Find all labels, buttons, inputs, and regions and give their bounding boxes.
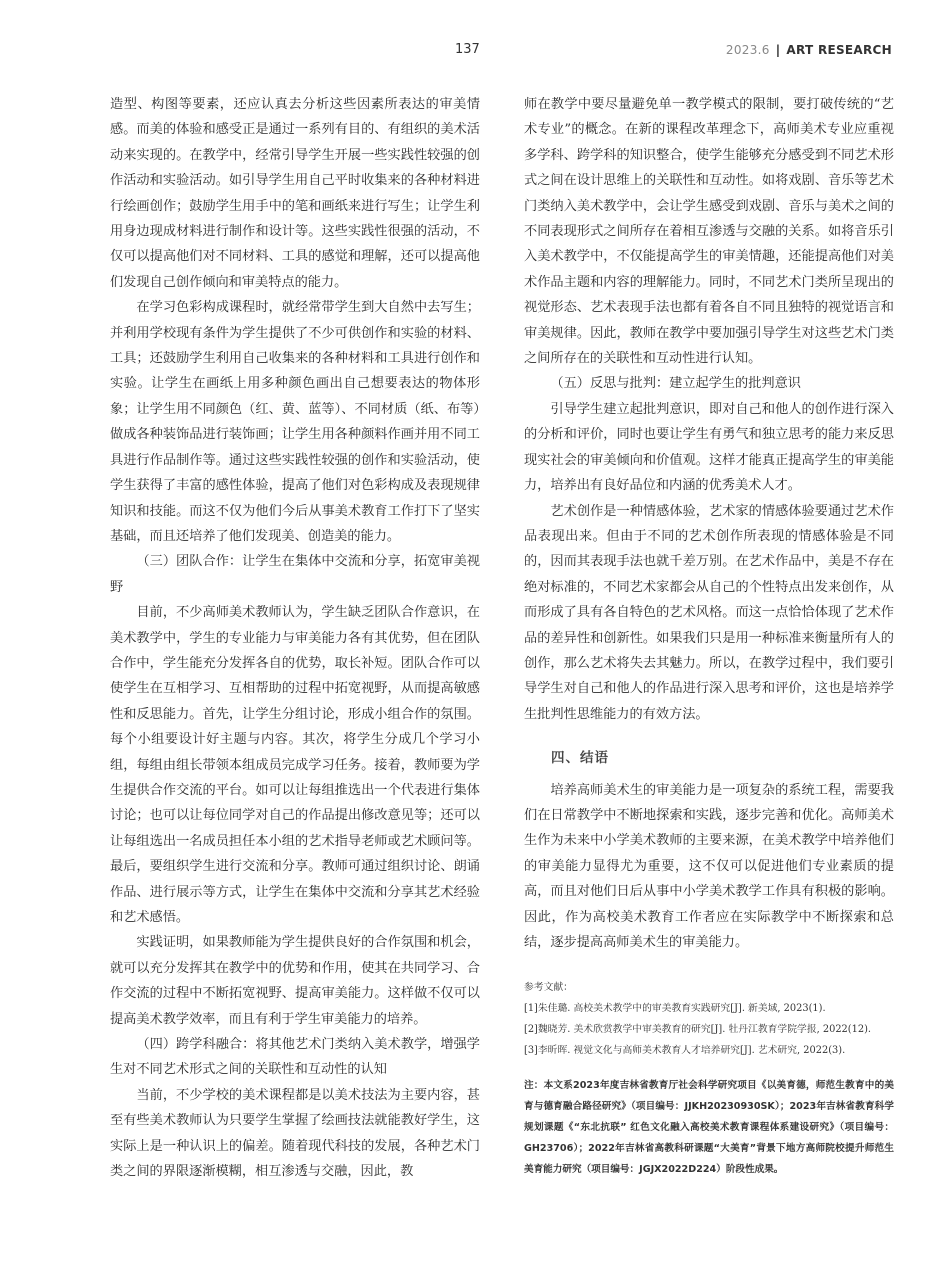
journal-separator: | xyxy=(775,43,781,57)
paragraph: 艺术创作是一种情感体验，艺术家的情感体验要通过艺术作品表现出来。但由于不同的艺术创作所表现的情感体验是不同的，因而其表现手法也就千差万别。在艺术作品中，美是不存在绝对标准的，不同艺术家都会从自己的个性特点出发来创作，从而形成了具有各自特色的艺术风格。而这一点恰恰体现了艺术作品的差异性和创新性。如果我们只是用一种标准来衡量所有人的创作，那么艺术将失去其魅力。所以，在教学过程中，我们要引导学生对自己和他人的作品进行深入思考和评价，这也是培养学生批判性思维能力的有效方法。 xyxy=(524,503,894,722)
right-column xyxy=(524,92,894,1180)
left-column xyxy=(110,92,480,1184)
paragraph: 当前，不少学校的美术课程都是以美术技法为主要内容，甚至有些美术教师认为只要学生掌握了绘画技法就能教好学生，这实际上是一种认识上的偏差。随着现代科技的发展，各种艺术门类之间的界限逐渐模糊，相互渗透与交融，因此，教 xyxy=(110,1087,480,1180)
paragraph: 目前，不少高师美术教师认为，学生缺乏团队合作意识，在美术教学中，学生的专业能力与审美能力各有其优势，但在团队合作中，学生能充分发挥各自的优势，取长补短。团队合作可以使学生在互相学习、互相帮助的过程中拓宽视野，从而提高敏感性和反思能力。首先，让学生分组讨论，形成小组合作的氛围。每个小组要设计好主题与内容。其次，将学生分成几个学习小组，每组由组长带领本组成员完成学习任务。接着，教师要为学生提供合作交流的平台。如可以让每组推选出一个代表进行集体讨论；也可以让每位同学对自己的作品提出修改意见等；还可以让每组选出一名成员担任本小组的艺术指导老师或艺术顾问等。最后，要组织学生进行交流和分享。教师可通过组织讨论、朗诵作品、进行展示等方式，让学生在集体中交流和分享其艺术经验和艺术感悟。 xyxy=(110,605,480,925)
reference-item: [1]朱佳璐. 高校美术教学中的审美教育实践研究[J]. 新美域, 2023(1). xyxy=(524,1003,826,1015)
section-heading-conclusion: 四、结语 xyxy=(551,750,609,767)
reference-item: [3]李昕晖. 视觉文化与高师美术教育人才培养研究[J]. 艺术研究, 2022(3). xyxy=(524,1045,846,1057)
paragraph: 造型、构图等要素，还应认真去分析这些因素所表达的审美情感。而美的体验和感受正是通过一系列有目的、有组织的美术活动来实现的。在教学中，经常引导学生开展一些实践性较强的创作活动和实验活动。如引导学生用自己平时收集来的各种材料进行绘画创作；鼓励学生用手中的笔和画纸来进行写生；让学生利用身边现成材料进行制作和设计等。这些实践性很强的活动，不仅可以提高他们对不同材料、工具的感觉和理解，还可以提高他们发现自己创作倾向和审美特点的能力。 xyxy=(110,97,480,290)
paragraph: 实践证明，如果教师能为学生提供良好的合作氛围和机会，就可以充分发挥其在教学中的优势和作用，使其在共同学习、合作交流的过程中不断拓宽视野、提高审美能力。这样做不仅可以提高美术教学效率，而且有利于学生审美能力的培养。 xyxy=(110,935,480,1027)
funding-note: 注：本文系2023年度吉林省教育厅社会科学研究项目《以美育德，师范生教育中的美育与德育融合路径研究》（项目编号：JJKH20230930SK）；2023年吉林省教育科学规划课题《“东北抗联” 红色文化融入高校美术教育课程体系建设研究》（项目编号：GH23706）；2022年吉林省高教科研课题“大美育”背景下地方高师院校提升师范生美育能力研究（项目编号：JGJX2022D224）阶段性成果。 xyxy=(524,1080,894,1176)
reference-item: [2]魏晓芳. 美术欣赏教学中审美教育的研究[J]. 牡丹江教育学院学报, 2022(12). xyxy=(524,1024,872,1036)
journal-name: ART RESEARCH xyxy=(786,43,892,57)
paragraph: 引导学生建立起批判意识，即对自己和他人的创作进行深入的分析和评价，同时也要让学生有勇气和独立思考的能力来反思现实社会的审美倾向和价值观。这样才能真正提高学生的审美能力，培养出有良好品位和内涵的优秀美术人才。 xyxy=(524,401,894,494)
references xyxy=(524,977,894,1061)
paragraph: 师在教学中要尽量避免单一教学模式的限制，要打破传统的“艺术专业”的概念。在新的课程改革理念下，高师美术专业应重视多学科、跨学科的知识整合，使学生能够充分感受到不同艺术形式之间在设计思维上的关联性和互动性。如将戏剧、音乐等艺术门类纳入美术教学中，会让学生感受到戏剧、音乐与美术之间的不同表现形式之间所存在着相互渗透与交融的关系。如将音乐引入美术教学中，不仅能提高学生的审美情趣，还能提高他们对美术作品主题和内容的理解能力。同时，不同艺术门类所呈现出的视觉形态、艺术表现手法也都有着各自不同且独特的视觉语言和审美规律。因此，教师在教学中要加强引导学生对这些艺术门类之间所存在的关联性和互动性进行认知。 xyxy=(524,97,894,367)
journal-running-head xyxy=(726,43,892,57)
page-header xyxy=(0,0,950,80)
page-number: 137 xyxy=(455,42,480,57)
subsection-heading-5: （五）反思与批判：建立起学生的批判意识 xyxy=(550,376,801,392)
subsection-heading-3: （三）团队合作：让学生在集体中交流和分享，拓宽审美视野 xyxy=(110,554,480,595)
subsection-heading-4: （四）跨学科融合：将其他艺术门类纳入美术教学，增强学生对不同艺术形式之间的关联性和互动性的认知 xyxy=(110,1037,480,1078)
references-title: 参考文献： xyxy=(524,982,573,994)
paragraph: 在学习色彩构成课程时，就经常带学生到大自然中去写生；并利用学校现有条件为学生提供了不少可供创作和实验的材料、工具；还鼓励学生利用自己收集来的各种材料和工具进行创作和实验。让学生在画纸上用多种颜色画出自己想要表达的物体形象；让学生用不同颜色（红、黄、蓝等）、不同材质（纸、布等）做成各种装饰品进行装饰画；让学生用各种颜料作画并用不同工具进行作品制作等。通过这些实践性较强的创作和实验活动，使学生获得了丰富的感性体验，提高了他们对色彩构成及表现规律知识和技能。而这不仅为他们今后从事美术教育工作打下了坚实基础，而且还培养了他们发现美、创造美的能力。 xyxy=(110,300,480,544)
paragraph: 培养高师美术生的审美能力是一项复杂的系统工程，需要我们在日常教学中不断地探索和实践，逐步完善和优化。高师美术生作为未来中小学美术教师的主要来源，在美术教学中培养他们的审美能力显得尤为重要，这不仅可以促进他们专业素质的提高，而且对他们日后从事中小学美术教学工作具有积极的影响。因此，作为高校美术教育工作者应在实际教学中不断探索和总结，逐步提高高师美术生的审美能力。 xyxy=(524,782,894,950)
journal-year: 2023.6 xyxy=(725,43,770,57)
